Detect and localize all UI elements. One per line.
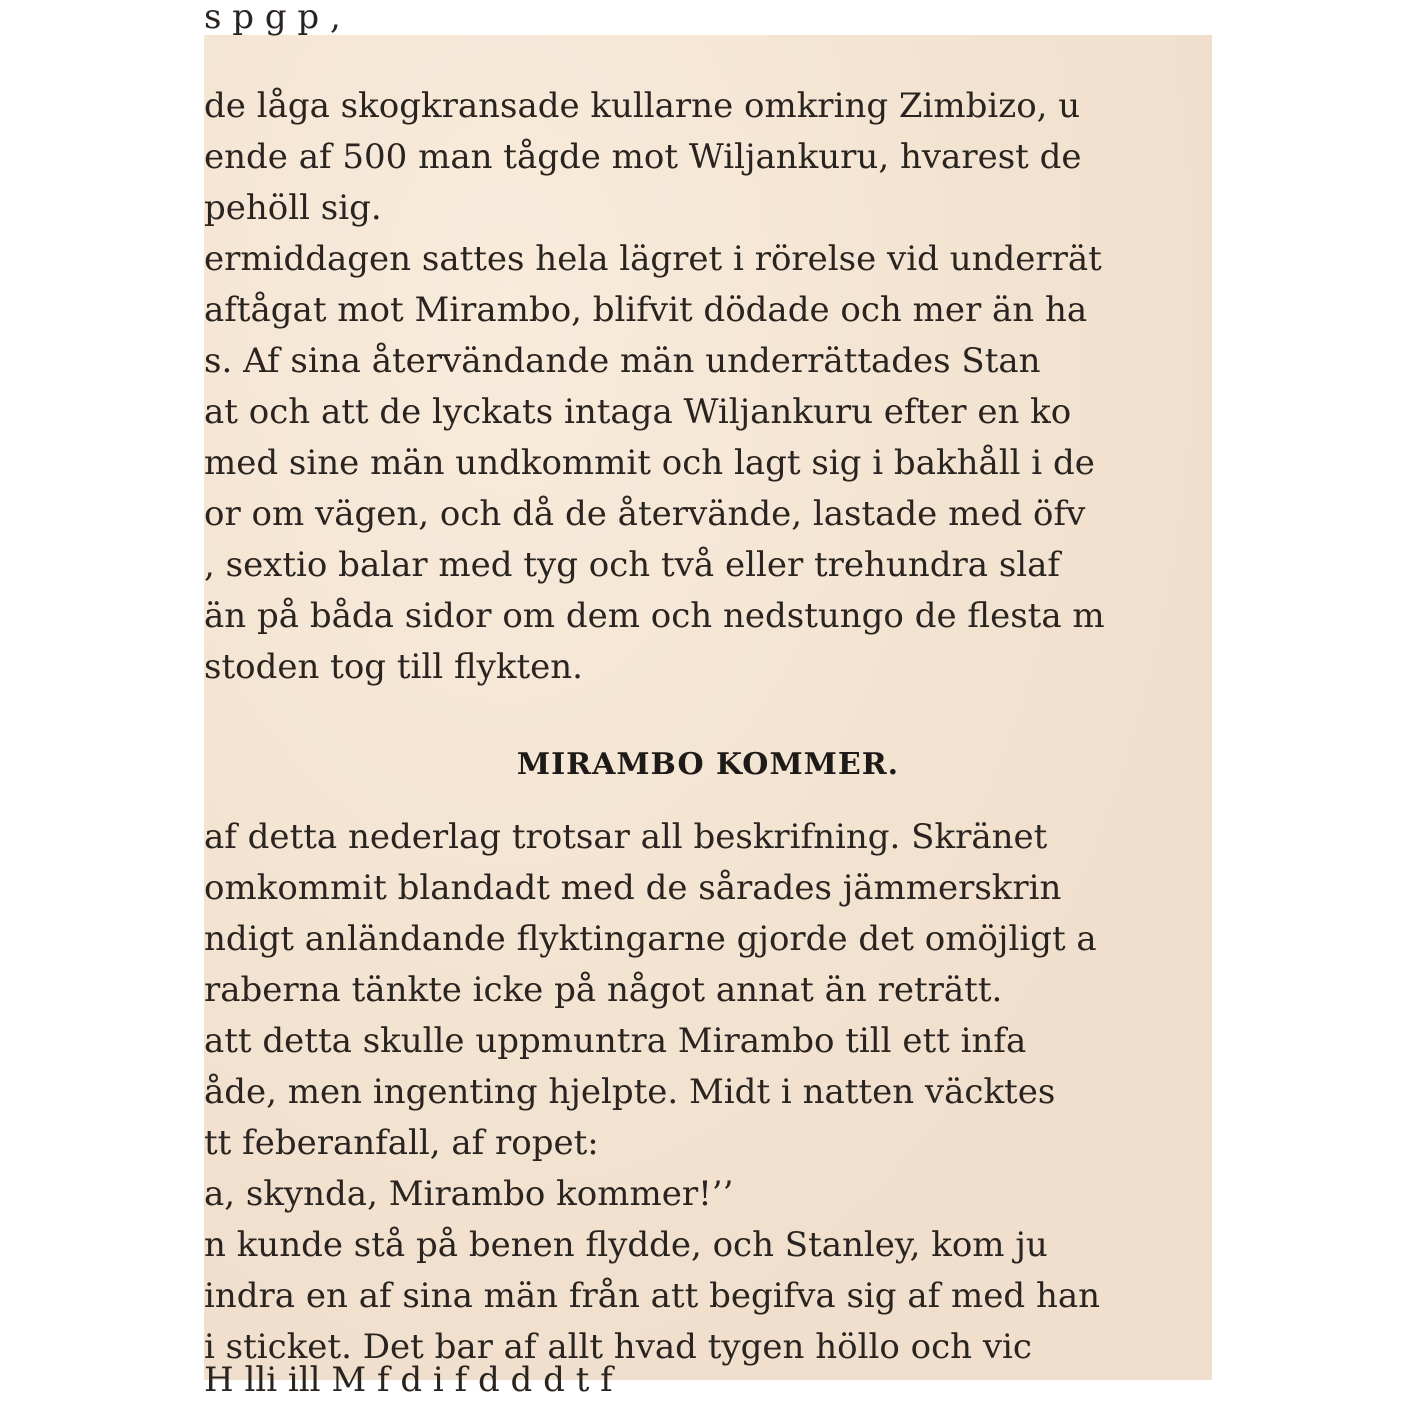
text-line: ermiddagen sattes hela lägret i rörelse vid underrät — [204, 239, 1102, 279]
text-line: n kunde stå på benen flydde, och Stanley, kom ju — [204, 1225, 1048, 1265]
text-line: tt feberanfall, af ropet: — [204, 1123, 599, 1163]
text-line: af detta nederlag trotsar all beskrifning. Skränet — [204, 817, 1048, 857]
cut-off-bottom-line: H lli ill M f d i f d d d t f — [204, 1360, 613, 1400]
cut-off-top-line: s p g p , — [204, 0, 341, 37]
text-line: s. Af sina återvändande män underrättades Stan — [204, 341, 1041, 381]
section-heading: MIRAMBO KOMMER. — [516, 747, 900, 782]
text-line: ndigt anländande flyktingarne gjorde det omöjligt a — [204, 919, 1097, 959]
text-line: åde, men ingenting hjelpte. Midt i natten väcktes — [204, 1072, 1056, 1112]
text-line: än på båda sidor om dem och nedstungo de flesta m — [204, 596, 1105, 636]
text-line: att detta skulle uppmuntra Mirambo till ett infa — [204, 1021, 1027, 1061]
text-line: raberna tänkte icke på något annat än reträtt. — [204, 970, 1003, 1010]
text-line: a, skynda, Mirambo kommer!’’ — [204, 1174, 734, 1214]
text-line: or om vägen, och då de återvände, lastade med öfv — [204, 494, 1086, 534]
text-line: pehöll sig. — [204, 188, 382, 228]
text-line: stoden tog till flykten. — [204, 647, 583, 687]
text-line: med sine män undkommit och lagt sig i bakhåll i de — [204, 443, 1095, 483]
text-line: at och att de lyckats intaga Wiljankuru efter en ko — [204, 392, 1072, 432]
text-line: aftågat mot Mirambo, blifvit dödade och mer än ha — [204, 290, 1088, 330]
text-line: i sticket. Det bar af allt hvad tygen höllo och vic — [204, 1327, 1032, 1367]
text-line: indra en af sina män från att begifva sig af med han — [204, 1276, 1101, 1316]
text-line: de låga skogkransade kullarne omkring Zimbizo, u — [204, 86, 1081, 126]
text-line: , sextio balar med tyg och två eller trehundra slaf — [204, 545, 1061, 585]
text-line: omkommit blandadt med de sårades jämmerskrin — [204, 868, 1062, 908]
text-line: ende af 500 man tågde mot Wiljankuru, hvarest de — [204, 137, 1082, 177]
scanned-page — [204, 0, 1212, 1400]
